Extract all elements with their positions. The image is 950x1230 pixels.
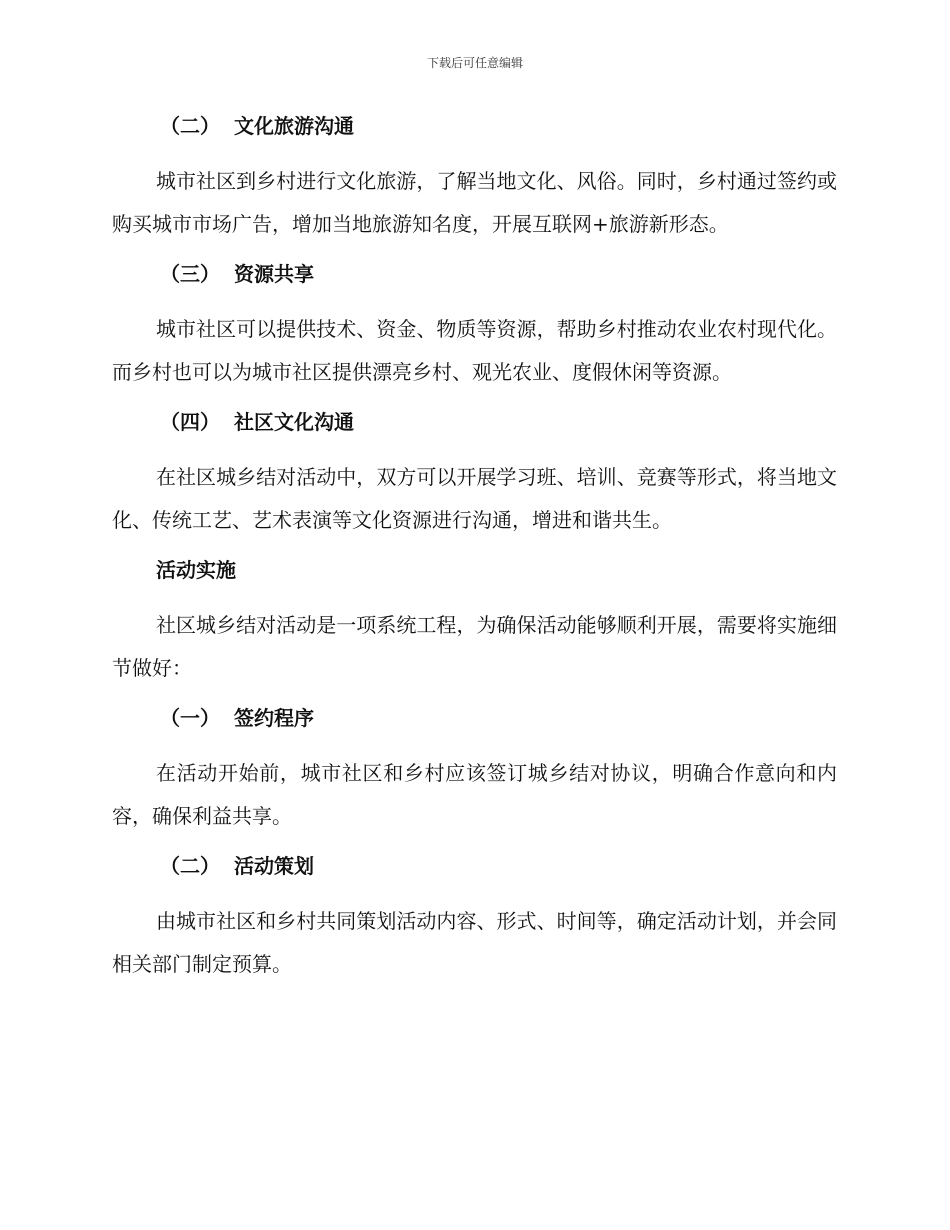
section-number: （一） bbox=[160, 706, 220, 730]
section-title: 活动实施 bbox=[156, 558, 236, 582]
section-title: 签约程序 bbox=[234, 706, 314, 730]
section-title: 文化旅游沟通 bbox=[234, 114, 354, 138]
section-number: （二） bbox=[160, 854, 220, 878]
paragraph-planning: 由城市社区和乡村共同策划活动内容、形式、时间等，确定活动计划，并会同相关部门制定预算。 bbox=[112, 909, 837, 976]
header-note: 下载后可任意编辑 bbox=[426, 56, 523, 70]
section-number: （二） bbox=[160, 114, 220, 138]
section-heading-implementation bbox=[112, 552, 837, 588]
paragraph-signing: 在活动开始前，城市社区和乡村应该签订城乡结对协议，明确合作意向和内容，确保利益共享。 bbox=[112, 761, 837, 828]
section-title: 活动策划 bbox=[234, 854, 314, 878]
section-heading-community-culture bbox=[112, 404, 837, 440]
document-body bbox=[112, 108, 837, 996]
section-heading-cultural-tourism bbox=[112, 108, 837, 144]
section-number: （四） bbox=[160, 410, 220, 434]
paragraph-community-culture: 在社区城乡结对活动中，双方可以开展学习班、培训、竞赛等形式，将当地文化、传统工艺、艺术表演等文化资源进行沟通，增进和谐共生。 bbox=[112, 465, 837, 532]
section-title: 资源共享 bbox=[234, 262, 314, 286]
section-heading-resource-sharing bbox=[112, 256, 837, 292]
section-number: （三） bbox=[160, 262, 220, 286]
paragraph-implementation: 社区城乡结对活动是一项系统工程，为确保活动能够顺利开展，需要将实施细节做好： bbox=[112, 613, 837, 680]
paragraph-resource-sharing: 城市社区可以提供技术、资金、物质等资源，帮助乡村推动农业农村现代化。而乡村也可以为城市社区提供漂亮乡村、观光农业、度假休闲等资源。 bbox=[112, 317, 837, 384]
section-title: 社区文化沟通 bbox=[234, 410, 354, 434]
section-heading-signing bbox=[112, 700, 837, 736]
section-heading-planning bbox=[112, 848, 837, 884]
paragraph-cultural-tourism: 城市社区到乡村进行文化旅游，了解当地文化、风俗。同时，乡村通过签约或购买城市市场广告，增加当地旅游知名度，开展互联网+旅游新形态。 bbox=[112, 169, 837, 236]
